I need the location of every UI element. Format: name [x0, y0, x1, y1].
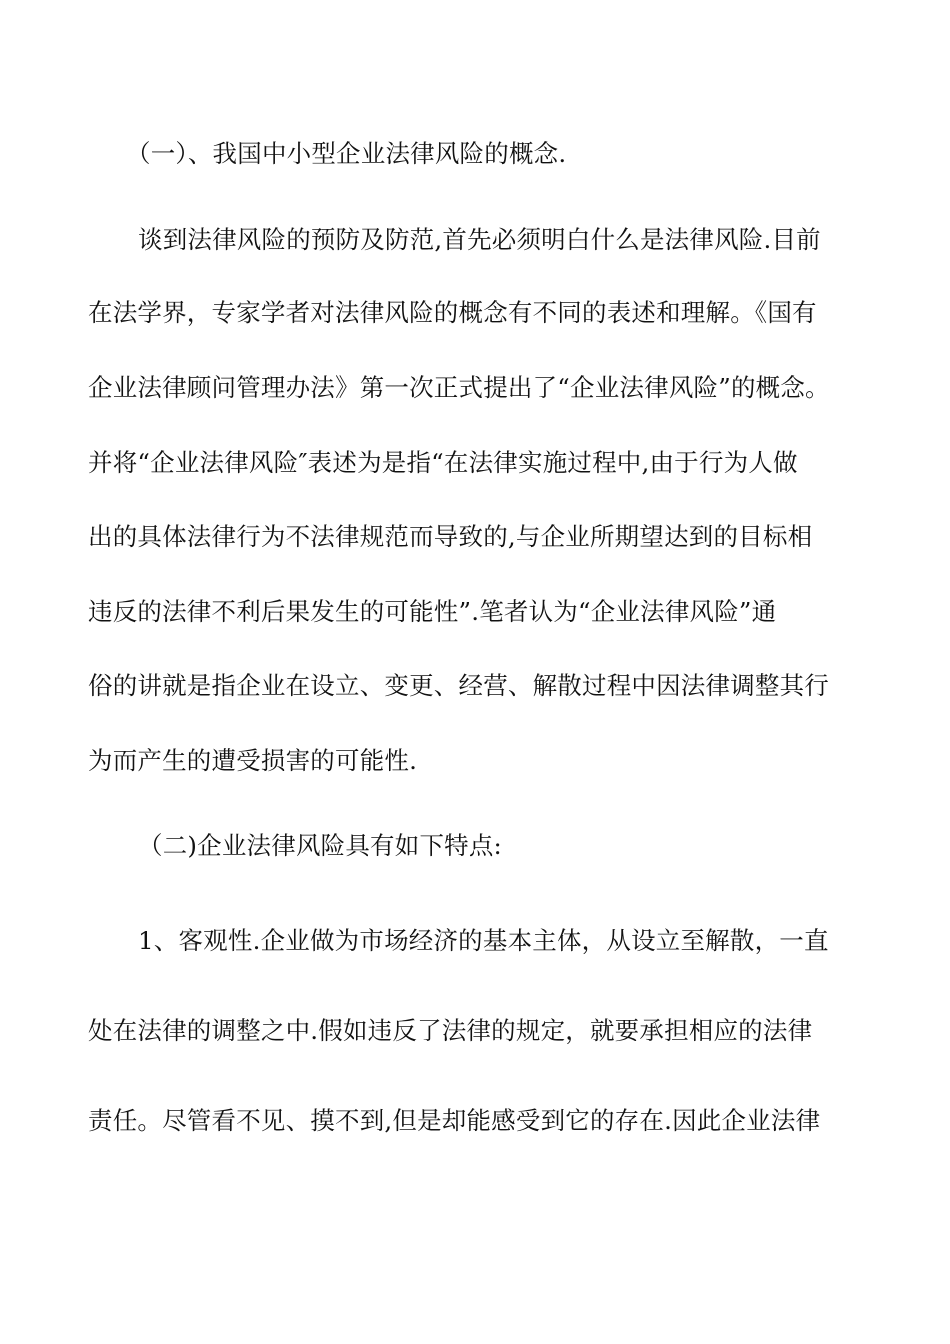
paragraph-line: 企业法律顾问管理办法》第一次正式提出了“企业法律风险”的概念。	[88, 373, 830, 402]
paragraph-line: 1、客观性.企业做为市场经济的基本主体，从设立至解散，一直	[138, 926, 829, 955]
paragraph-line: 责任。尽管看不见、摸不到,但是却能感受到它的存在.因此企业法律	[88, 1106, 821, 1135]
paragraph-line: 为而产生的遭受损害的可能性.	[88, 746, 418, 775]
paragraph-line: 在法学界，专家学者对法律风险的概念有不同的表述和理解。《国有	[88, 298, 817, 327]
paragraph-line: 谈到法律风险的预防及防范,首先必须明白什么是法律风险.目前	[138, 225, 821, 254]
section-heading-1: （一）、我国中小型企业法律风险的概念.	[126, 139, 567, 168]
paragraph-line: 违反的法律不利后果发生的可能性”.笔者认为“企业法律风险”通	[88, 597, 777, 626]
section-heading-2: （二)企业法律风险具有如下特点:	[138, 831, 503, 860]
paragraph-line: 处在法律的调整之中.假如违反了法律的规定，就要承担相应的法律	[88, 1016, 813, 1045]
paragraph-line: 出的具体法律行为不法律规范而导致的,与企业所期望达到的目标相	[88, 522, 813, 551]
paragraph-line: 俗的讲就是指企业在设立、变更、经营、解散过程中因法律调整其行	[88, 671, 829, 700]
paragraph-line: 并将“企业法律风险″表述为是指“在法律实施过程中,由于行为人做	[88, 448, 798, 477]
